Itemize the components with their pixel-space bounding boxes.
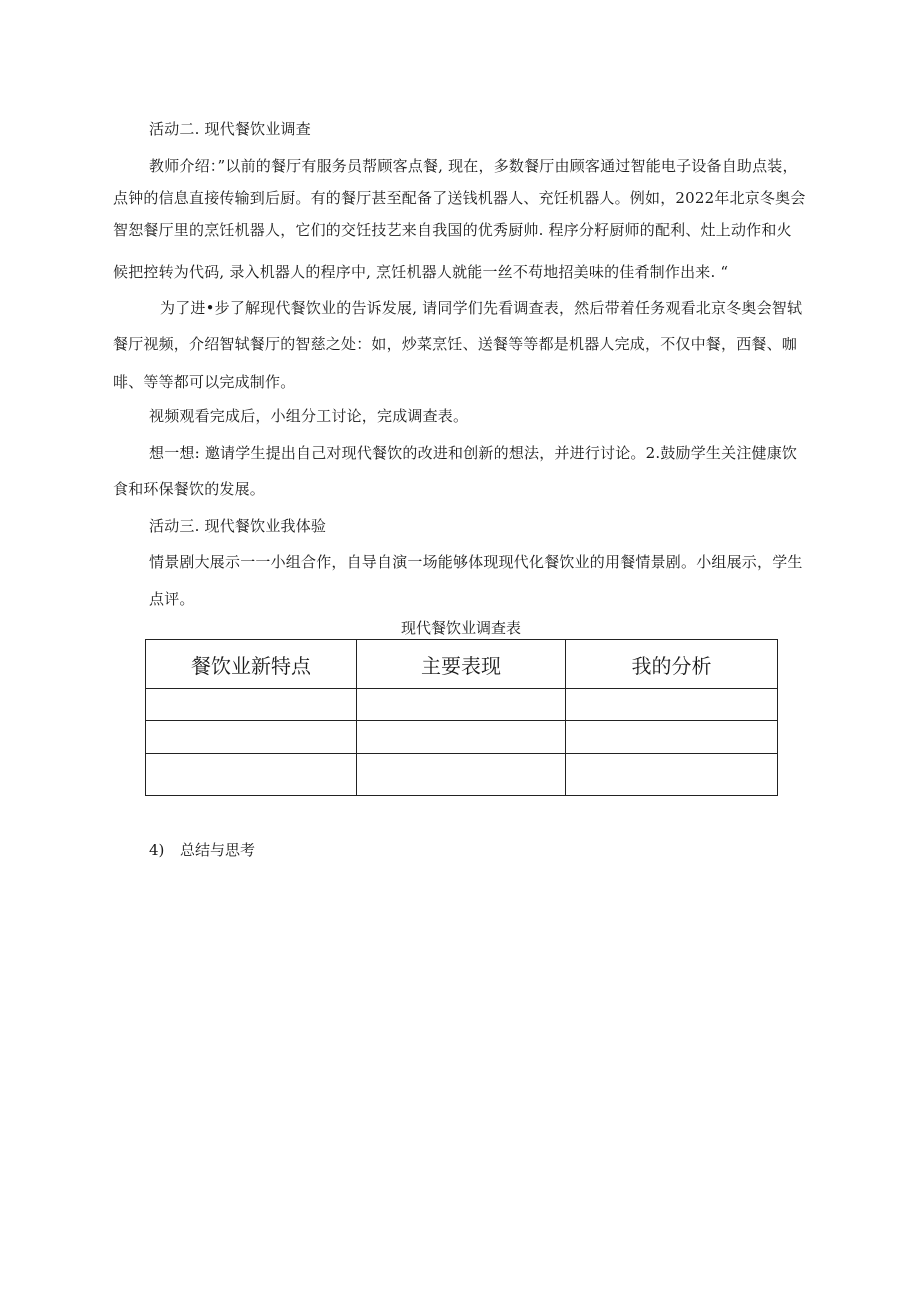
table-cell[interactable] <box>146 721 357 754</box>
table-cell[interactable] <box>357 754 566 796</box>
scenario-line-2: 点评。 <box>149 590 195 608</box>
teacher-intro-line-3: 智恕餐厅里的烹饪机器人，它们的交饪技艺来自我国的优秀厨帅. 程序分籽厨师的配利、灶上动作和火 <box>113 221 792 239</box>
activity2-heading: 活动二. 现代餐饮业调查 <box>149 120 311 138</box>
survey-table <box>145 639 778 796</box>
teacher-intro-line-2: 点钟的信息直接传输到后厨。有的餐厅甚至配备了送钱机器人、充饪机器人。例如，2022年北京冬奥会 <box>113 189 806 207</box>
further-line-1: 为了进•步了解现代餐饮业的告诉发展, 请同学们先看调查表，然后带着任务观看北京冬奥会智轼 <box>160 299 803 317</box>
header-new-features: 餐饮业新特点 <box>146 640 357 689</box>
table-row <box>146 754 778 796</box>
activity3-heading: 活动三. 现代餐饮业我体验 <box>149 517 327 535</box>
table-row <box>146 689 778 721</box>
summary-number: 4) <box>149 841 165 859</box>
table-cell[interactable] <box>357 721 566 754</box>
teacher-intro-line-1: 教师介绍：”以前的餐厅有服务员帮顾客点餐, 现在，多数餐厅由顾客通过智能电子设备自助点装， <box>149 157 798 175</box>
discussion-text: 视频观看完成后，小组分工讨论，完成调查表。 <box>149 407 469 425</box>
table-cell[interactable] <box>146 754 357 796</box>
further-line-2: 餐厅视频，介绍智轼餐厅的智慈之处：如，炒菜烹饪、送餐等等都是机器人完成，不仅中餐，西餐、咖 <box>113 335 798 353</box>
think-line-1: 想一想: 邀请学生提出自己对现代餐饮的改进和创新的想法，并进行讨论。2.鼓励学生关注健康饮 <box>149 444 798 462</box>
table-cell[interactable] <box>146 689 357 721</box>
table-cell[interactable] <box>566 721 778 754</box>
table-cell[interactable] <box>357 689 566 721</box>
table-caption: 现代餐饮业调查表 <box>400 619 521 637</box>
further-line-3: 啡、等等都可以完成制作。 <box>113 373 296 391</box>
summary-section <box>149 840 255 860</box>
think-line-2: 食和环保餐饮的发展。 <box>113 480 266 498</box>
header-main-manifestation: 主要表现 <box>357 640 566 689</box>
table-row <box>146 721 778 754</box>
table-cell[interactable] <box>566 689 778 721</box>
header-my-analysis: 我的分析 <box>566 640 778 689</box>
scenario-line-1: 情景剧大展示一一小组合作，自导自演一场能够体现现代化餐饮业的用餐情景剧。小组展示，学生 <box>149 553 803 571</box>
summary-title: 总结与思考 <box>180 841 256 859</box>
table-header-row <box>146 640 778 689</box>
teacher-intro-line-4: 候把控转为代码, 录入机器人的程序中, 烹饪机器人就能一丝不苟地招美味的佳肴制作出来. “ <box>113 263 729 281</box>
table-cell[interactable] <box>566 754 778 796</box>
